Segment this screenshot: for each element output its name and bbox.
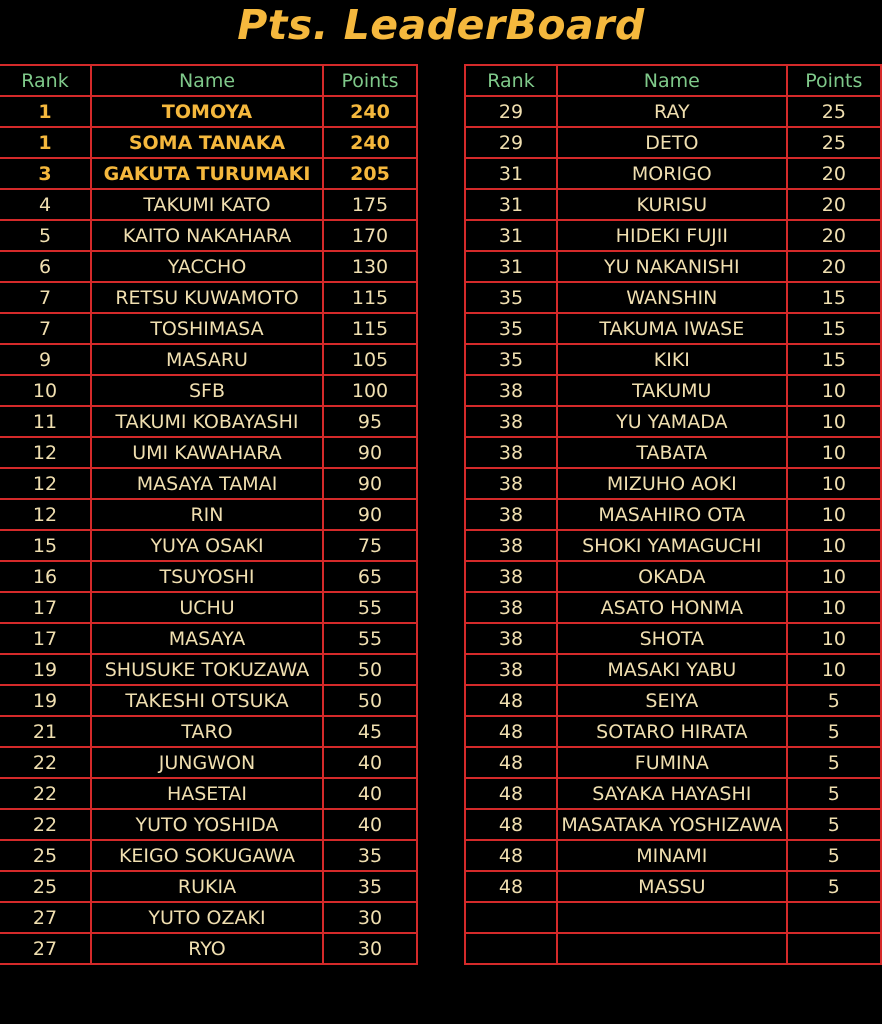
rank-cell: 10 — [0, 375, 91, 406]
points-cell: 130 — [323, 251, 417, 282]
rank-cell: 7 — [0, 313, 91, 344]
table-row — [465, 468, 881, 499]
rank-cell — [465, 933, 557, 964]
rank-cell: 19 — [0, 685, 91, 716]
name-cell: YUTO OZAKI — [91, 902, 323, 933]
points-cell: 5 — [787, 685, 881, 716]
rank-cell: 48 — [465, 716, 557, 747]
rank-cell: 29 — [465, 127, 557, 158]
table-row — [0, 406, 417, 437]
table-row — [0, 127, 417, 158]
rank-cell: 12 — [0, 437, 91, 468]
rank-cell: 38 — [465, 375, 557, 406]
rank-cell: 31 — [465, 158, 557, 189]
table-row — [465, 220, 881, 251]
name-cell: RETSU KUWAMOTO — [91, 282, 323, 313]
rank-cell: 11 — [0, 406, 91, 437]
name-cell: MASARU — [91, 344, 323, 375]
points-cell: 240 — [323, 96, 417, 127]
table-row — [465, 747, 881, 778]
name-cell — [557, 902, 787, 933]
name-cell: MORIGO — [557, 158, 787, 189]
leaderboard-table-left — [0, 64, 418, 965]
points-cell: 5 — [787, 809, 881, 840]
table-row — [0, 592, 417, 623]
table-row — [465, 778, 881, 809]
name-cell: FUMINA — [557, 747, 787, 778]
points-cell: 175 — [323, 189, 417, 220]
table-row — [465, 375, 881, 406]
leaderboard-table-right — [464, 64, 882, 965]
points-cell: 35 — [323, 840, 417, 871]
table-row — [465, 654, 881, 685]
table-row — [465, 282, 881, 313]
points-cell: 10 — [787, 406, 881, 437]
points-cell: 50 — [323, 685, 417, 716]
rank-header: Rank — [0, 65, 91, 96]
rank-cell: 19 — [0, 654, 91, 685]
points-cell: 90 — [323, 499, 417, 530]
table-row — [0, 871, 417, 902]
rank-cell: 17 — [0, 592, 91, 623]
rank-cell: 5 — [0, 220, 91, 251]
table-row — [0, 313, 417, 344]
points-cell: 115 — [323, 282, 417, 313]
points-cell: 20 — [787, 189, 881, 220]
points-cell: 90 — [323, 437, 417, 468]
table-row — [0, 778, 417, 809]
points-cell: 10 — [787, 468, 881, 499]
points-cell: 90 — [323, 468, 417, 499]
points-cell: 55 — [323, 592, 417, 623]
name-cell: MASAYA — [91, 623, 323, 654]
name-cell: RIN — [91, 499, 323, 530]
table-row — [0, 375, 417, 406]
name-header: Name — [91, 65, 323, 96]
rank-cell: 48 — [465, 871, 557, 902]
rank-cell: 38 — [465, 530, 557, 561]
rank-cell: 3 — [0, 158, 91, 189]
points-cell: 5 — [787, 778, 881, 809]
name-cell: JUNGWON — [91, 747, 323, 778]
name-cell: RUKIA — [91, 871, 323, 902]
points-cell: 10 — [787, 561, 881, 592]
table-row — [465, 902, 881, 933]
table-row — [0, 251, 417, 282]
table-row — [465, 437, 881, 468]
name-cell: KURISU — [557, 189, 787, 220]
rank-cell: 48 — [465, 747, 557, 778]
rank-cell: 1 — [0, 127, 91, 158]
name-cell: MASAHIRO OTA — [557, 499, 787, 530]
rank-cell — [465, 902, 557, 933]
table-row — [0, 468, 417, 499]
table-row — [0, 96, 417, 127]
rank-cell: 48 — [465, 778, 557, 809]
points-cell: 20 — [787, 158, 881, 189]
points-cell: 240 — [323, 127, 417, 158]
name-cell: TOMOYA — [91, 96, 323, 127]
table-row — [465, 189, 881, 220]
rank-cell: 4 — [0, 189, 91, 220]
points-cell: 65 — [323, 561, 417, 592]
points-cell: 15 — [787, 282, 881, 313]
table-row — [0, 282, 417, 313]
name-cell: TABATA — [557, 437, 787, 468]
rank-cell: 35 — [465, 282, 557, 313]
name-cell: YUTO YOSHIDA — [91, 809, 323, 840]
points-cell: 5 — [787, 716, 881, 747]
name-cell: WANSHIN — [557, 282, 787, 313]
table-row — [465, 530, 881, 561]
name-cell: SOMA TANAKA — [91, 127, 323, 158]
table-row — [465, 96, 881, 127]
name-cell: TAKUMI KATO — [91, 189, 323, 220]
table-row — [0, 809, 417, 840]
points-cell: 10 — [787, 623, 881, 654]
points-cell: 105 — [323, 344, 417, 375]
name-cell: YU YAMADA — [557, 406, 787, 437]
points-cell: 15 — [787, 313, 881, 344]
name-cell: TOSHIMASA — [91, 313, 323, 344]
table-row — [465, 127, 881, 158]
rank-cell: 35 — [465, 313, 557, 344]
points-cell: 15 — [787, 344, 881, 375]
name-cell: TSUYOSHI — [91, 561, 323, 592]
name-cell: SEIYA — [557, 685, 787, 716]
rank-cell: 27 — [0, 933, 91, 964]
table-row — [0, 561, 417, 592]
name-cell: TAKUMA IWASE — [557, 313, 787, 344]
name-cell: KIKI — [557, 344, 787, 375]
points-cell: 5 — [787, 871, 881, 902]
name-cell: MASAKI YABU — [557, 654, 787, 685]
points-cell — [787, 902, 881, 933]
rank-cell: 38 — [465, 406, 557, 437]
table-row — [0, 499, 417, 530]
points-cell: 30 — [323, 902, 417, 933]
leaderboard-title: Pts. LeaderBoard — [237, 1, 645, 49]
table-row — [0, 437, 417, 468]
table-row — [0, 902, 417, 933]
points-header: Points — [323, 65, 417, 96]
points-cell: 40 — [323, 778, 417, 809]
rank-cell: 38 — [465, 592, 557, 623]
table-row — [465, 623, 881, 654]
table-row — [465, 251, 881, 282]
name-cell: MASAYA TAMAI — [91, 468, 323, 499]
rank-cell: 22 — [0, 747, 91, 778]
points-cell: 25 — [787, 127, 881, 158]
points-cell: 50 — [323, 654, 417, 685]
points-cell: 205 — [323, 158, 417, 189]
table-row — [465, 158, 881, 189]
name-cell: SAYAKA HAYASHI — [557, 778, 787, 809]
table-row — [465, 809, 881, 840]
points-cell: 95 — [323, 406, 417, 437]
points-cell: 170 — [323, 220, 417, 251]
table-row — [0, 747, 417, 778]
rank-cell: 12 — [0, 499, 91, 530]
table-row — [0, 685, 417, 716]
points-cell: 10 — [787, 375, 881, 406]
name-cell: MINAMI — [557, 840, 787, 871]
points-cell — [787, 933, 881, 964]
points-cell: 55 — [323, 623, 417, 654]
table-row — [465, 840, 881, 871]
table-row — [465, 344, 881, 375]
header-row — [465, 65, 881, 96]
table-row — [0, 158, 417, 189]
table-row — [0, 654, 417, 685]
points-cell: 10 — [787, 592, 881, 623]
name-cell: MIZUHO AOKI — [557, 468, 787, 499]
name-cell: HASETAI — [91, 778, 323, 809]
name-cell: ASATO HONMA — [557, 592, 787, 623]
rank-cell: 48 — [465, 685, 557, 716]
name-cell: YACCHO — [91, 251, 323, 282]
points-cell: 10 — [787, 499, 881, 530]
table-row — [0, 189, 417, 220]
rank-cell: 22 — [0, 809, 91, 840]
header-row — [0, 65, 417, 96]
points-header: Points — [787, 65, 881, 96]
rank-cell: 31 — [465, 251, 557, 282]
name-cell: SOTARO HIRATA — [557, 716, 787, 747]
table-row — [465, 716, 881, 747]
table-row — [465, 499, 881, 530]
rank-cell: 48 — [465, 809, 557, 840]
points-cell: 5 — [787, 747, 881, 778]
rank-cell: 1 — [0, 96, 91, 127]
name-cell: YU NAKANISHI — [557, 251, 787, 282]
rank-cell: 35 — [465, 344, 557, 375]
rank-cell: 7 — [0, 282, 91, 313]
points-cell: 100 — [323, 375, 417, 406]
rank-cell: 21 — [0, 716, 91, 747]
name-cell: MASATAKA YOSHIZAWA — [557, 809, 787, 840]
name-cell: UMI KAWAHARA — [91, 437, 323, 468]
rank-cell: 38 — [465, 654, 557, 685]
name-cell: YUYA OSAKI — [91, 530, 323, 561]
points-cell: 40 — [323, 809, 417, 840]
rank-cell: 29 — [465, 96, 557, 127]
rank-cell: 6 — [0, 251, 91, 282]
table-row — [0, 220, 417, 251]
points-cell: 10 — [787, 654, 881, 685]
name-cell: GAKUTA TURUMAKI — [91, 158, 323, 189]
rank-cell: 12 — [0, 468, 91, 499]
table-row — [465, 592, 881, 623]
name-cell — [557, 933, 787, 964]
rank-cell: 38 — [465, 437, 557, 468]
table-row — [0, 530, 417, 561]
table-row — [465, 933, 881, 964]
rank-cell: 25 — [0, 871, 91, 902]
points-cell: 20 — [787, 220, 881, 251]
name-cell: HIDEKI FUJII — [557, 220, 787, 251]
name-cell: SHOTA — [557, 623, 787, 654]
rank-cell: 38 — [465, 561, 557, 592]
points-cell: 20 — [787, 251, 881, 282]
rank-header: Rank — [465, 65, 557, 96]
name-header: Name — [557, 65, 787, 96]
rank-cell: 31 — [465, 220, 557, 251]
rank-cell: 27 — [0, 902, 91, 933]
rank-cell: 31 — [465, 189, 557, 220]
name-cell: OKADA — [557, 561, 787, 592]
points-cell: 10 — [787, 530, 881, 561]
points-cell: 40 — [323, 747, 417, 778]
rank-cell: 16 — [0, 561, 91, 592]
name-cell: DETO — [557, 127, 787, 158]
name-cell: UCHU — [91, 592, 323, 623]
name-cell: TAKESHI OTSUKA — [91, 685, 323, 716]
points-cell: 35 — [323, 871, 417, 902]
name-cell: SHOKI YAMAGUCHI — [557, 530, 787, 561]
table-row — [0, 344, 417, 375]
points-cell: 45 — [323, 716, 417, 747]
rank-cell: 48 — [465, 840, 557, 871]
table-row — [465, 685, 881, 716]
name-cell: MASSU — [557, 871, 787, 902]
points-cell: 30 — [323, 933, 417, 964]
table-row — [465, 561, 881, 592]
points-cell: 5 — [787, 840, 881, 871]
name-cell: SHUSUKE TOKUZAWA — [91, 654, 323, 685]
name-cell: TAKUMU — [557, 375, 787, 406]
table-row — [0, 623, 417, 654]
table-row — [465, 406, 881, 437]
rank-cell: 25 — [0, 840, 91, 871]
table-row — [465, 871, 881, 902]
rank-cell: 17 — [0, 623, 91, 654]
table-row — [0, 933, 417, 964]
rank-cell: 15 — [0, 530, 91, 561]
rank-cell: 22 — [0, 778, 91, 809]
name-cell: TAKUMI KOBAYASHI — [91, 406, 323, 437]
points-cell: 75 — [323, 530, 417, 561]
points-cell: 115 — [323, 313, 417, 344]
name-cell: SFB — [91, 375, 323, 406]
points-cell: 25 — [787, 96, 881, 127]
rank-cell: 38 — [465, 499, 557, 530]
points-cell: 10 — [787, 437, 881, 468]
rank-cell: 9 — [0, 344, 91, 375]
name-cell: RAY — [557, 96, 787, 127]
name-cell: KEIGO SOKUGAWA — [91, 840, 323, 871]
table-row — [0, 716, 417, 747]
rank-cell: 38 — [465, 468, 557, 499]
name-cell: RYO — [91, 933, 323, 964]
name-cell: TARO — [91, 716, 323, 747]
table-row — [0, 840, 417, 871]
name-cell: KAITO NAKAHARA — [91, 220, 323, 251]
table-row — [465, 313, 881, 344]
rank-cell: 38 — [465, 623, 557, 654]
